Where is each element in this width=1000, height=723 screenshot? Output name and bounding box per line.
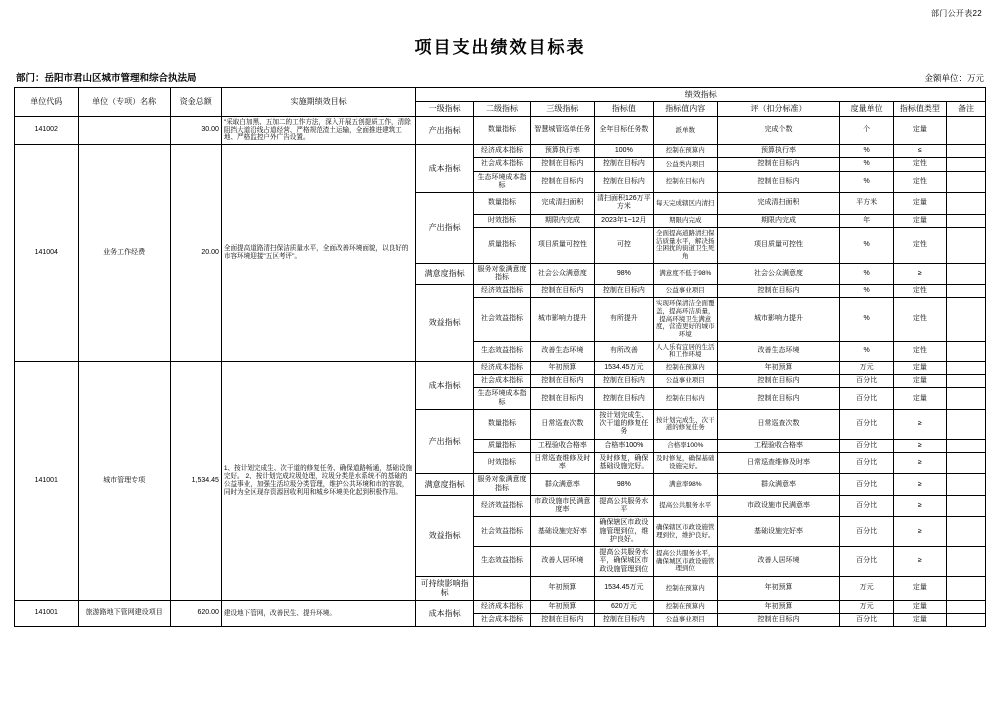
cell-level2-indicator: 社会成本指标: [473, 614, 530, 627]
cell-level3-indicator: 基础设施完好率: [531, 517, 595, 547]
cell-remark: [946, 547, 985, 577]
cell-measure-unit: 年: [840, 214, 893, 227]
header-note: 部门公开表22: [931, 9, 982, 18]
cell-indicator-value-content: 公益事业项目: [654, 375, 718, 388]
cell-level1-indicator: 产出指标: [416, 193, 473, 263]
cell-indicator-value: 有所改善: [594, 341, 653, 361]
cell-level3-indicator: 完成清扫面积: [531, 193, 595, 215]
cell-remark: [946, 409, 985, 439]
cell-value-type: ≥: [893, 452, 946, 474]
cell-indicator-value: 控制在目标内: [594, 388, 653, 410]
cell-value-type: 定量: [893, 576, 946, 600]
cell-remark: [946, 452, 985, 474]
cell-indicator-value: 控制在目标内: [594, 375, 653, 388]
table-row: [15, 600, 986, 613]
cell-level2-indicator: 经济效益指标: [473, 285, 530, 298]
cell-level3-indicator: 群众满意率: [531, 474, 595, 496]
cell-remark: [946, 145, 985, 158]
cell-scoring-standard: 控制在目标内: [717, 158, 840, 171]
cell-level3-indicator: 控制在目标内: [531, 285, 595, 298]
cell-measure-unit: %: [840, 298, 893, 341]
cell-level1-indicator: 产出指标: [416, 409, 473, 474]
cell-level2-indicator: [473, 576, 530, 600]
cell-level2-indicator: 经济成本指标: [473, 600, 530, 613]
cell-remark: [946, 576, 985, 600]
table-row: [15, 116, 986, 144]
cell-scoring-standard: 年初预算: [717, 600, 840, 613]
cell-scoring-standard: 日常巡查次数: [717, 409, 840, 439]
col-code: 单位代码: [15, 88, 79, 117]
cell-measure-unit: %: [840, 145, 893, 158]
cell-level2-indicator: 数量指标: [473, 116, 530, 144]
cell-level1-indicator: 满意度指标: [416, 474, 473, 496]
cell-scoring-standard: 完成个数: [717, 116, 840, 144]
col-perf-group: 绩效指标: [416, 88, 986, 102]
cell-indicator-value-content: 满意率98%: [654, 474, 718, 496]
cell-remark: [946, 495, 985, 517]
cell-measure-unit: 百分比: [840, 517, 893, 547]
cell-indicator-value: 可控: [594, 227, 653, 263]
cell-measure-unit: 平方米: [840, 193, 893, 215]
cell-indicator-value-content: 及时修复，确保基础设施完好。: [654, 452, 718, 474]
cell-measure-unit: 万元: [840, 576, 893, 600]
cell-amount: 20.00: [170, 145, 221, 362]
cell-value-type: ≥: [893, 409, 946, 439]
col-remark: 备注: [946, 102, 985, 116]
cell-scoring-standard: 项目质量可控性: [717, 227, 840, 263]
cell-value-type: 定性: [893, 298, 946, 341]
cell-period-goal: 1、按计划完成生、次干道的修复任务、确保道路畅通，基础设施完好。 2、按计划完成垃圾处理，垃圾分类是水系统不的基础的公益事业，加强生活垃圾分类管理，维护公共环境和市的容貌，同时为全区现存资源回收利用和城乡环境美化起到积极作用。: [221, 361, 416, 600]
cell-scoring-standard: 控制在目标内: [717, 375, 840, 388]
cell-indicator-value: 按计划完成生、次干道的修复任务: [594, 409, 653, 439]
cell-level2-indicator: 社会效益指标: [473, 517, 530, 547]
cell-unit-name: 城市管理专项: [78, 361, 170, 600]
cell-value-type: 定量: [893, 361, 946, 374]
cell-indicator-value: 确保辖区市政设施管理到位，维护良好。: [594, 517, 653, 547]
cell-indicator-value-content: 实现环保清洁全面覆盖，提高环洁质量，提高环境卫生满意度，营造更好的城市环境: [654, 298, 718, 341]
cell-level2-indicator: 时效指标: [473, 452, 530, 474]
cell-code: 141002: [15, 116, 79, 144]
cell-level3-indicator: 预算执行率: [531, 145, 595, 158]
amount-unit-label: 金额单位：万元: [924, 73, 984, 83]
cell-value-type: ≤: [893, 145, 946, 158]
cell-scoring-standard: 城市影响力提升: [717, 298, 840, 341]
cell-period-goal: 全面提高道路清扫保洁质量水平，全面改善环境面貌，以良好的市容环境迎接"五区考评"。: [221, 145, 416, 362]
cell-level3-indicator: 年初预算: [531, 361, 595, 374]
cell-indicator-value: 98%: [594, 474, 653, 496]
cell-indicator-value: 100%: [594, 145, 653, 158]
cell-indicator-value-content: 公益事业项目: [654, 285, 718, 298]
col-l1: 一级指标: [416, 102, 473, 116]
cell-unit-name: 旅游路地下管网建设项目: [78, 600, 170, 627]
cell-remark: [946, 214, 985, 227]
cell-level3-indicator: 控制在目标内: [531, 614, 595, 627]
cell-level3-indicator: 日常巡查维修及时率: [531, 452, 595, 474]
cell-remark: [946, 227, 985, 263]
cell-scoring-standard: 年初预算: [717, 361, 840, 374]
cell-value-type: 定量: [893, 193, 946, 215]
cell-measure-unit: 百分比: [840, 388, 893, 410]
cell-level3-indicator: 智慧城管巡单任务: [531, 116, 595, 144]
cell-indicator-value-content: 派单数: [654, 116, 718, 144]
cell-indicator-value: 及时修复，确保基础设施完好。: [594, 452, 653, 474]
cell-indicator-value-content: 人人乐有宜居的生活和工作环境: [654, 341, 718, 361]
cell-value-type: ≥: [893, 263, 946, 285]
cell-level1-indicator: 成本指标: [416, 361, 473, 409]
cell-value-type: 定量: [893, 388, 946, 410]
cell-level2-indicator: 生态效益指标: [473, 547, 530, 577]
cell-code: 141001: [15, 600, 79, 627]
cell-measure-unit: %: [840, 171, 893, 193]
cell-unit-name: [78, 116, 170, 144]
cell-level3-indicator: 控制在目标内: [531, 158, 595, 171]
cell-scoring-standard: 控制在目标内: [717, 171, 840, 193]
cell-value-type: ≥: [893, 474, 946, 496]
cell-measure-unit: 百分比: [840, 375, 893, 388]
cell-measure-unit: 百分比: [840, 439, 893, 452]
cell-code: 141001: [15, 361, 79, 600]
cell-indicator-value: 控制在目标内: [594, 614, 653, 627]
cell-remark: [946, 614, 985, 627]
performance-target-table: [14, 87, 986, 627]
cell-amount: 1,534.45: [170, 361, 221, 600]
cell-value-type: 定量: [893, 116, 946, 144]
cell-level3-indicator: 期限内完成: [531, 214, 595, 227]
cell-scoring-standard: 日常巡查维修及时率: [717, 452, 840, 474]
cell-scoring-standard: 群众满意率: [717, 474, 840, 496]
cell-measure-unit: 个: [840, 116, 893, 144]
cell-measure-unit: 百分比: [840, 495, 893, 517]
col-l3: 三级指标: [531, 102, 595, 116]
cell-value-type: 定量: [893, 614, 946, 627]
cell-level3-indicator: 社会公众满意度: [531, 263, 595, 285]
cell-level3-indicator: 改善生态环境: [531, 341, 595, 361]
col-value-content: 指标值内容: [654, 102, 718, 116]
cell-scoring-standard: 预算执行率: [717, 145, 840, 158]
cell-level1-indicator: 产出指标: [416, 116, 473, 144]
cell-measure-unit: 万元: [840, 600, 893, 613]
cell-scoring-standard: 改善生态环境: [717, 341, 840, 361]
cell-indicator-value-content: 每天完成辖区内清扫: [654, 193, 718, 215]
cell-level3-indicator: 控制在目标内: [531, 388, 595, 410]
cell-indicator-value: 清扫面积126万平方米: [594, 193, 653, 215]
cell-indicator-value: 控制在目标内: [594, 285, 653, 298]
cell-level3-indicator: 市政设施市民满意度率: [531, 495, 595, 517]
cell-value-type: ≥: [893, 439, 946, 452]
cell-scoring-standard: 年初预算: [717, 576, 840, 600]
cell-level2-indicator: 经济成本指标: [473, 361, 530, 374]
cell-remark: [946, 474, 985, 496]
cell-indicator-value-content: 提高公共服务水平，确保城区市政设施管理到位: [654, 547, 718, 577]
cell-value-type: ≥: [893, 495, 946, 517]
cell-indicator-value-content: 控制在预算内: [654, 145, 718, 158]
cell-indicator-value: 1534.45万元: [594, 361, 653, 374]
cell-scoring-standard: 基础设施完好率: [717, 517, 840, 547]
cell-indicator-value: 提高公共服务水平: [594, 495, 653, 517]
cell-level2-indicator: 质量指标: [473, 227, 530, 263]
cell-remark: [946, 361, 985, 374]
cell-level2-indicator: 经济成本指标: [473, 145, 530, 158]
cell-value-type: 定性: [893, 227, 946, 263]
cell-remark: [946, 116, 985, 144]
cell-measure-unit: 百分比: [840, 614, 893, 627]
cell-indicator-value-content: 确保辖区市政设施管理到位，维护良好。: [654, 517, 718, 547]
page-title: 项目支出绩效目标表: [414, 38, 586, 57]
table-body: [15, 116, 986, 626]
table-row: [15, 361, 986, 374]
cell-level3-indicator: 项目质量可控性: [531, 227, 595, 263]
cell-remark: [946, 375, 985, 388]
cell-level2-indicator: 社会成本指标: [473, 158, 530, 171]
cell-scoring-standard: 工程验收合格率: [717, 439, 840, 452]
cell-unit-name: 业务工作经费: [78, 145, 170, 362]
col-measure: 度量单位: [840, 102, 893, 116]
cell-level3-indicator: 控制在目标内: [531, 171, 595, 193]
cell-remark: [946, 439, 985, 452]
cell-value-type: 定性: [893, 285, 946, 298]
cell-measure-unit: 万元: [840, 361, 893, 374]
cell-indicator-value-content: 按计划完成生、次干道的修复任务: [654, 409, 718, 439]
cell-measure-unit: 百分比: [840, 409, 893, 439]
cell-level2-indicator: 服务对象满意度指标: [473, 263, 530, 285]
cell-scoring-standard: 控制在目标内: [717, 285, 840, 298]
subheader: [16, 70, 984, 84]
cell-measure-unit: 百分比: [840, 452, 893, 474]
cell-remark: [946, 517, 985, 547]
cell-remark: [946, 600, 985, 613]
cell-scoring-standard: 社会公众满意度: [717, 263, 840, 285]
cell-scoring-standard: 控制在目标内: [717, 614, 840, 627]
cell-indicator-value: 2023年1~12月: [594, 214, 653, 227]
cell-indicator-value: 98%: [594, 263, 653, 285]
cell-measure-unit: %: [840, 341, 893, 361]
cell-indicator-value-content: 公益类内项目: [654, 158, 718, 171]
cell-indicator-value: 控制在目标内: [594, 171, 653, 193]
cell-measure-unit: %: [840, 227, 893, 263]
cell-indicator-value-content: 提高公共服务水平: [654, 495, 718, 517]
cell-level2-indicator: 数量指标: [473, 193, 530, 215]
cell-level1-indicator: 成本指标: [416, 600, 473, 627]
cell-level1-indicator: 效益指标: [416, 495, 473, 576]
cell-value-type: ≥: [893, 517, 946, 547]
cell-level1-indicator: 效益指标: [416, 285, 473, 362]
cell-level1-indicator: 可持续影响指标: [416, 576, 473, 600]
cell-measure-unit: %: [840, 263, 893, 285]
cell-amount: 30.00: [170, 116, 221, 144]
cell-code: 141004: [15, 145, 79, 362]
col-scoring: 评（扣分标准）: [717, 102, 840, 116]
table-head: [15, 88, 986, 117]
cell-level3-indicator: 控制在目标内: [531, 375, 595, 388]
cell-amount: 620.00: [170, 600, 221, 627]
cell-indicator-value: 合格率100%: [594, 439, 653, 452]
cell-level3-indicator: 年初预算: [531, 576, 595, 600]
cell-level2-indicator: 生态环境成本指标: [473, 388, 530, 410]
cell-level2-indicator: 经济效益指标: [473, 495, 530, 517]
cell-level2-indicator: 时效指标: [473, 214, 530, 227]
cell-level3-indicator: 年初预算: [531, 600, 595, 613]
cell-remark: [946, 263, 985, 285]
cell-measure-unit: %: [840, 158, 893, 171]
col-value: 指标值: [594, 102, 653, 116]
cell-indicator-value-content: 控制在目标内: [654, 388, 718, 410]
table-head-row-1: [15, 88, 986, 102]
cell-indicator-value-content: 控制在预算内: [654, 600, 718, 613]
cell-value-type: 定性: [893, 171, 946, 193]
cell-level1-indicator: 满意度指标: [416, 263, 473, 285]
cell-level3-indicator: 工程验收合格率: [531, 439, 595, 452]
col-amount: 资金总额: [170, 88, 221, 117]
cell-scoring-standard: 控制在目标内: [717, 388, 840, 410]
cell-remark: [946, 171, 985, 193]
cell-scoring-standard: 改善人居环境: [717, 547, 840, 577]
cell-scoring-standard: 市政设施市民满意率: [717, 495, 840, 517]
cell-indicator-value: 全年目标任务数: [594, 116, 653, 144]
cell-remark: [946, 158, 985, 171]
cell-indicator-value: 有所提升: [594, 298, 653, 341]
cell-value-type: 定性: [893, 341, 946, 361]
cell-level2-indicator: 质量指标: [473, 439, 530, 452]
cell-level2-indicator: 数量指标: [473, 409, 530, 439]
cell-level2-indicator: 生态环境成本指标: [473, 171, 530, 193]
cell-value-type: 定量: [893, 214, 946, 227]
cell-value-type: 定量: [893, 600, 946, 613]
cell-indicator-value: 提高公共服务水平，确保城区市政设施管理到位: [594, 547, 653, 577]
cell-remark: [946, 193, 985, 215]
cell-indicator-value-content: 控制在目标内: [654, 171, 718, 193]
cell-indicator-value: 1534.45万元: [594, 576, 653, 600]
table-row: [15, 145, 986, 158]
cell-value-type: ≥: [893, 547, 946, 577]
cell-measure-unit: 百分比: [840, 474, 893, 496]
cell-indicator-value-content: 满意度不低于98%: [654, 263, 718, 285]
cell-indicator-value-content: 全面提高道路清扫保洁质量水平，解决扬尘困扰的街道卫生死角: [654, 227, 718, 263]
col-period-goal: 实施期绩效目标: [221, 88, 416, 117]
cell-indicator-value-content: 控制在预算内: [654, 576, 718, 600]
col-value-type: 指标值类型: [893, 102, 946, 116]
cell-level3-indicator: 日常巡查次数: [531, 409, 595, 439]
cell-level3-indicator: 改善人居环境: [531, 547, 595, 577]
cell-value-type: 定性: [893, 158, 946, 171]
cell-measure-unit: 百分比: [840, 547, 893, 577]
cell-period-goal: "采取白加黑、五加二的工作方法，深入开展五创提质工作，清除阻挡大道沿线占道经营、严格规范渣土运输，全面推进建筑工地、严格监控户外广告设置。: [221, 116, 416, 144]
cell-indicator-value-content: 合格率100%: [654, 439, 718, 452]
cell-level2-indicator: 服务对象满意度指标: [473, 474, 530, 496]
col-l2: 二级指标: [473, 102, 530, 116]
cell-remark: [946, 388, 985, 410]
cell-remark: [946, 285, 985, 298]
cell-value-type: 定量: [893, 375, 946, 388]
cell-indicator-value-content: 控制在预算内: [654, 361, 718, 374]
cell-scoring-standard: 完成清扫面积: [717, 193, 840, 215]
cell-level3-indicator: 城市影响力提升: [531, 298, 595, 341]
cell-level2-indicator: 生态效益指标: [473, 341, 530, 361]
cell-indicator-value: 620万元: [594, 600, 653, 613]
cell-indicator-value: 控制在目标内: [594, 158, 653, 171]
cell-scoring-standard: 期限内完成: [717, 214, 840, 227]
cell-period-goal: 建设地下管网，改善民生、提升环境。: [221, 600, 416, 627]
cell-indicator-value-content: 公益事业项目: [654, 614, 718, 627]
col-unit-name: 单位（专项）名称: [78, 88, 170, 117]
department-label: 部门：岳阳市君山区城市管理和综合执法局: [16, 73, 197, 84]
cell-level2-indicator: 社会效益指标: [473, 298, 530, 341]
cell-measure-unit: %: [840, 285, 893, 298]
cell-remark: [946, 341, 985, 361]
cell-remark: [946, 298, 985, 341]
cell-level1-indicator: 成本指标: [416, 145, 473, 193]
cell-indicator-value-content: 期限内完成: [654, 214, 718, 227]
cell-level2-indicator: 社会成本指标: [473, 375, 530, 388]
